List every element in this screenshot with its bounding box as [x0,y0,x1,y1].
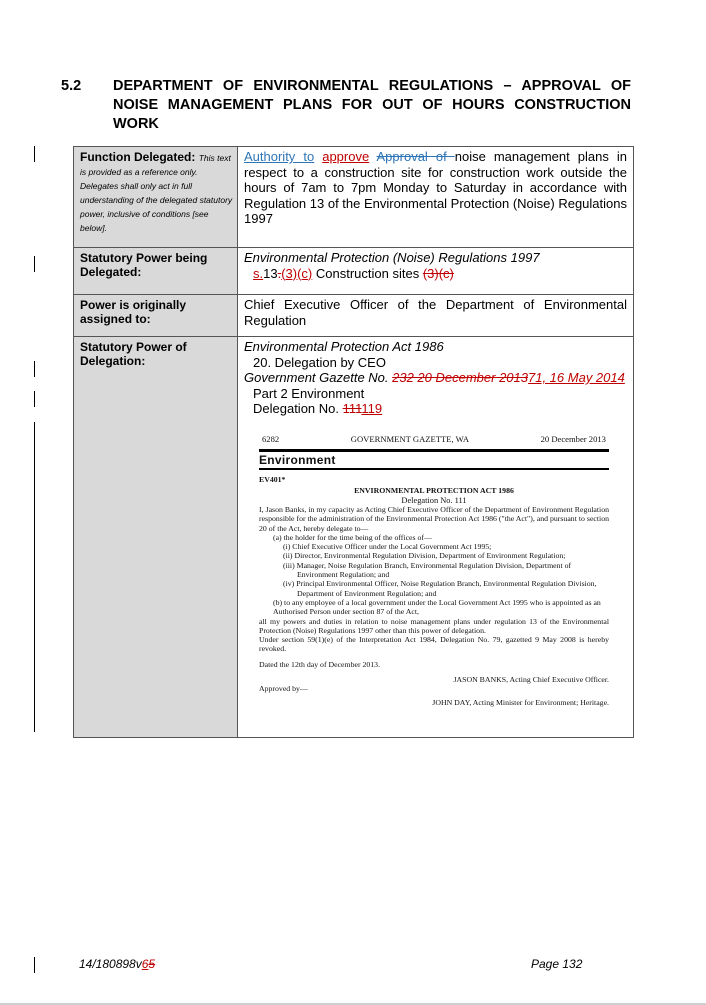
gazette-item-iv: (iv) Principal Environmental Officer, Noise Regulation Branch, Environmental Regulation Division, Department of Environment Regulation; and [283,579,597,598]
table-row [74,147,634,248]
act-title: Environmental Protection Act 1986 [244,339,444,354]
function-label-cell [74,147,238,248]
change-bar [34,361,35,377]
function-label: Function Delegated: [80,150,196,164]
gazette-dated: Dated the 12th day of December 2013. [259,659,381,669]
assigned-label-cell [74,295,238,337]
gazette-item-a: (a) the holder for the time being of the offices of— [273,532,432,542]
table-row [74,295,634,337]
change-bar [34,957,35,973]
delegation-label: Statutory Power of Delegation: [80,340,187,368]
gazette-item-ii: (ii) Director, Environmental Regulation Division, Department of Environment Regulation; [283,551,566,561]
statutory-label-cell [74,248,238,295]
document-number-prefix: 14/180898v [79,957,142,971]
deleted-text: Approval of [376,149,455,164]
delegation-table [73,146,634,738]
gazette-section-title: Environment [259,452,336,467]
delegation-label-cell [74,337,238,738]
inserted-text: s. [253,265,264,281]
assigned-text: Chief Executive Officer of the Department of Environmental Regulation [244,297,627,328]
gazette-notice-code: EV401* [259,475,286,485]
gazette-act-title: ENVIRONMENTAL PROTECTION ACT 1986 [354,486,514,496]
deleted-text: (3)(c) [422,265,454,281]
delegation-no-prefix: Delegation No. [253,401,343,416]
regulation-title: Environmental Protection (Noise) Regulations 1997 [244,250,540,265]
inserted-text: 119 [361,401,383,416]
section-title: DEPARTMENT OF ENVIRONMENTAL REGULATIONS – APPROVAL OF NOISE MANAGEMENT PLANS FOR OUT OF HOURS CONSTRUCTION WORK [113,78,631,132]
section-number: 5.2 [61,78,82,94]
assigned-value-cell [238,295,634,337]
function-text: noise management plans in respect to a construction site for construction work outside the hours of 7am to 7pm Monday to Saturday in accordance with Regulation 13 of the Environmental Protection (Noise) Regulations 1997 [244,149,627,226]
change-bar [34,422,35,732]
construction-sites-text: Construction sites [315,265,420,281]
gazette-date: 20 December 2013 [540,433,606,444]
gazette-signer: JASON BANKS, Acting Chief Executive Officer. [453,675,609,685]
gazette-revocation: Under section 59(1)(e) of the Interpretation Act 1984, Delegation No. 79, gazetted 9 May 2008 is hereby revoked. [259,635,609,654]
gazette-minister: JOHN DAY, Acting Minister for Environment; Heritage. [432,697,609,707]
gazette-page-number: 6282 [262,433,280,444]
gazette-intro: I, Jason Banks, in my capacity as Acting Chief Executive Officer of the Department of Environment Regulation responsible for the administration of the Environmental Protection Act 1986 ("the Act"), and pursuant to section 20 of the Act, hereby delegate to— [259,504,609,533]
deleted-text: 232 20 December 2013 [392,370,528,385]
divider [259,468,609,470]
section-number: 13 [263,265,278,281]
deleted-text: . [277,265,282,281]
change-bar [34,256,35,272]
gazette-extract [259,435,609,707]
gazette-approved: Approved by— [259,684,308,694]
function-note: This text is provided as a reference only. Delegates shall only act in full understanding of the delegated statutory power, inclusive of conditions [see below]. [80,153,233,233]
function-value-cell [238,147,634,248]
delegation-section: 20. Delegation by CEO [253,354,386,370]
gazette-powers: all my powers and duties in relation to noise management plans under regulation 13 of the Environmental Protection (Noise) Regulations 1997 other than this power of delegation. [259,616,609,635]
gazette-item-iii: (iii) Manager, Noise Regulation Branch, Environmental Regulation Division, Department of Environment Regulation; and [283,560,572,580]
delegation-value-cell [238,337,634,738]
gazette-part: Part 2 Environment [253,385,365,401]
statutory-label: Statutory Power being Delegated: [80,251,208,279]
change-bar [34,146,35,162]
section-heading [61,77,631,134]
inserted-text: 71, 16 May 2014 [528,370,625,385]
page-number: Page 132 [531,957,583,971]
inserted-text: approve [322,149,370,164]
gazette-delegation-no: Delegation No. 111 [401,495,467,505]
gazette-title: GOVERNMENT GAZETTE, WA [350,433,470,444]
inserted-text: Authority to [244,149,315,164]
deleted-text: 5 [148,957,156,971]
gazette-prefix: Government Gazette No. [244,370,393,385]
deleted-text: 111 [342,401,362,416]
statutory-value-cell [238,248,634,295]
table-row [74,337,634,738]
assigned-label: Power is originally assigned to: [80,298,187,326]
table-row [74,248,634,295]
inserted-text: 6 [141,957,149,971]
inserted-text: (3)(c) [281,265,313,281]
gazette-item-i: (i) Chief Executive Officer under the Local Government Act 1995; [283,542,492,552]
gazette-item-b: (b) to any employee of a local government under the Local Government Act 1995 who is appointed as an Authorised Person under section 87 of the Act, [273,597,601,617]
document-number [79,957,155,971]
change-bar [34,391,35,407]
